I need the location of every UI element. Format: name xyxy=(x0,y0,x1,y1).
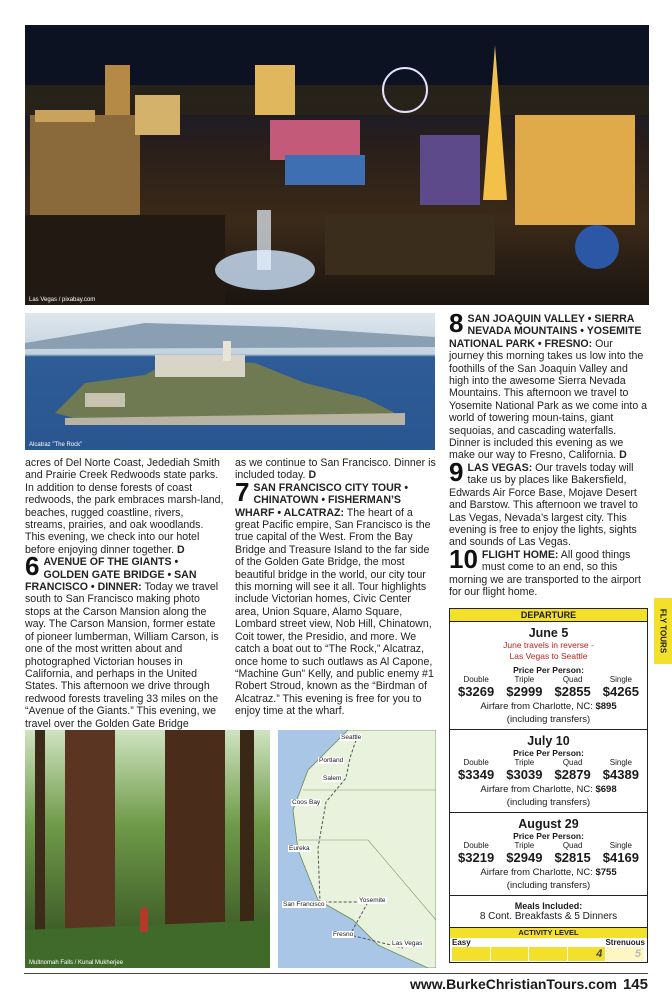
room-type: Single xyxy=(609,758,632,767)
photo-credit: Multnomah Falls / Kunal Mukherjee xyxy=(29,960,124,966)
paragraph: acres of Del Norte Coast, Jedediah Smith and Prairie Creek Redwoods state parks. In addition to dense forests of coast redwoods, the park embraces marsh-land, beaches, rugged coastline, rivers, streams, prairies, and oak woodlands. This evening, we check into our hotel before enjoying dinner together. xyxy=(25,457,224,556)
paragraph: as we continue to San Francisco. Dinner is included today. xyxy=(235,457,436,482)
activity-strenuous: Strenuous xyxy=(605,938,645,947)
section-tab-label: FLY TOURS xyxy=(658,608,668,654)
day-heading: LAS VEGAS: xyxy=(467,461,533,474)
paragraph: All good things must come to an end, so this morning we are transported to the airport for our flight home. xyxy=(449,548,641,598)
day-heading: FLIGHT HOME: xyxy=(481,548,559,561)
activity-easy: Easy xyxy=(452,938,471,947)
paragraph: Today we travel south to San Francisco making photo stops at the Carson Mansion along the way. The Carson Mansion, former estate of pioneer lumberman, William Carson, is one of the most written about and photographed Victorian houses in California, and perhaps in the United States. This afternoon we drive through redwood forests traveling 33 miles on the “Avenue of the Giants.” This evening, we travel over the Golden Gate Bridge xyxy=(25,581,219,730)
departure-date: June 5 xyxy=(528,626,569,640)
activity-segment xyxy=(491,947,530,961)
map-label: San Francisco xyxy=(283,901,325,908)
room-type: Single xyxy=(609,675,632,684)
paragraph: Our journey this morning takes us low into the foothills of the San Joaquin Valley and high into the awesome Sierra Nevada Mountains. This afternoon we travel to Yosemite National Park as we come into a world of towering moun-tains, giant sequoias, and cascading waterfalls. Dinner is included this evening as we make our way to Fresno, California. xyxy=(449,337,648,462)
room-type: Quad xyxy=(562,675,583,684)
map-label: Yosemite xyxy=(359,897,386,904)
room-type: Triple xyxy=(514,841,535,850)
day-number: 7 xyxy=(235,476,250,507)
airfare xyxy=(452,867,645,878)
redwood-photo xyxy=(25,730,270,968)
price: $2855 xyxy=(554,684,591,699)
room-type: Triple xyxy=(514,758,535,767)
activity-segment-current: 4 xyxy=(568,947,607,961)
footer-divider xyxy=(24,973,648,974)
meals-included xyxy=(450,896,647,928)
airfare xyxy=(452,784,645,795)
day-number: 9 xyxy=(449,456,464,487)
price: $4169 xyxy=(602,850,639,865)
itinerary-column-1 xyxy=(25,457,225,730)
price: $2949 xyxy=(506,850,543,865)
room-type: Quad xyxy=(562,758,583,767)
airfare-label: Airfare from Charlotte, NC: xyxy=(480,867,593,878)
map-label: Seattle xyxy=(341,734,362,741)
map-label: Eureka xyxy=(289,845,310,852)
room-type: Double xyxy=(463,841,489,850)
footer-url: www.BurkeChristianTours.com xyxy=(410,976,617,992)
activity-bar xyxy=(452,947,645,961)
paragraph: Our travels today will take us by places like Bakersfield, Edwards Air Force Base, Mojave Desert and Barstow. This afternoon we travel to Las Vegas, Nevada’s largest city. This evening is free to enjoy the lights, sights and sounds of Las Vegas. xyxy=(449,461,638,549)
photo-credit: Las Vegas / pixabay.com xyxy=(29,297,96,303)
map-label: Las Vegas xyxy=(392,940,423,947)
price: $3219 xyxy=(458,850,495,865)
meal-code: D xyxy=(308,469,317,482)
route-map xyxy=(278,730,436,968)
activity-segment xyxy=(452,947,491,961)
room-type: Double xyxy=(463,758,489,767)
room-type: Triple xyxy=(514,675,535,684)
airfare-note: (including transfers) xyxy=(506,714,591,725)
room-type: Quad xyxy=(562,841,583,850)
price-per-person-label: Price Per Person: xyxy=(513,831,584,841)
paragraph: The heart of a great Pacific empire, San Francisco is the true capital of the West. From the Bay Bridge and Treasure Island to the far side of the Golden Gate Bridge, the most beautiful bridge in the world, our city tour this morning will see it all. Tour highlights include Victorian homes, Civic Center area, Union Square, Alamo Square, Lombard street view, Nob Hill, Chinatown, Coit tower, the Presidio, and more. We catch a boat out to “The Rock,” Alcatraz, once home to such outlaws as Al Capone, “Machine Gun” Kelly, and public enemy #1 Robert Stroud, known as the “Birdman of Alcatraz.” This evening is free for you to enjoy time at the wharf. xyxy=(235,506,434,718)
activity-segment xyxy=(529,947,568,961)
airfare-note: (including transfers) xyxy=(506,880,591,891)
activity-title: ACTIVITY LEVEL xyxy=(450,928,647,938)
map-label: Coos Bay xyxy=(292,799,321,806)
activity-level xyxy=(450,928,647,961)
airfare-price: $698 xyxy=(595,784,617,795)
room-type: Single xyxy=(609,841,632,850)
departure-header: DEPARTURE xyxy=(450,609,647,622)
day-heading: SAN JOAQUIN VALLEY • SIERRA NEVADA MOUNTAINS • YOSEMITE NATIONAL PARK • FRESNO: xyxy=(449,313,642,350)
activity-segment-max: 5 xyxy=(606,947,645,961)
alcatraz-photo xyxy=(25,313,435,450)
airfare-price: $755 xyxy=(595,867,617,878)
departure-date: August 29 xyxy=(518,817,579,831)
departure-section xyxy=(450,730,647,813)
price: $2879 xyxy=(554,767,591,782)
airfare-price: $895 xyxy=(595,701,617,712)
departure-box xyxy=(449,608,648,963)
price: $2815 xyxy=(554,850,591,865)
airfare xyxy=(452,701,645,712)
price: $3269 xyxy=(458,684,495,699)
price-per-person-label: Price Per Person: xyxy=(513,665,584,675)
day-heading: AVENUE OF THE GIANTS • GOLDEN GATE BRIDGE • SAN FRANCISCO • DINNER: xyxy=(25,556,197,594)
itinerary-column-2 xyxy=(235,457,437,722)
photo-credit: Alcatraz "The Rock" xyxy=(29,442,83,448)
map-label: Fresno xyxy=(333,931,354,938)
map-label: Portland xyxy=(319,757,344,764)
footer xyxy=(410,976,648,993)
meals-title: Meals Included: xyxy=(514,901,583,911)
departure-section xyxy=(450,622,647,730)
price: $3039 xyxy=(506,767,543,782)
airfare-note: (including transfers) xyxy=(506,797,591,808)
price: $2999 xyxy=(506,684,543,699)
price: $3349 xyxy=(458,767,495,782)
day-number: 10 xyxy=(449,543,478,574)
price: $4265 xyxy=(602,684,639,699)
meal-code: D xyxy=(176,543,185,556)
airfare-label: Airfare from Charlotte, NC: xyxy=(480,784,593,795)
day-number: 6 xyxy=(25,551,40,582)
section-tab xyxy=(654,598,672,664)
departure-section xyxy=(450,813,647,896)
departure-date: July 10 xyxy=(527,734,570,748)
map-label: Salem xyxy=(323,775,342,782)
meals-value: 8 Cont. Breakfasts & 5 Dinners xyxy=(479,911,618,922)
day-heading: SAN FRANCISCO CITY TOUR • CHINATOWN • FISHERMAN’S WHARF • ALCATRAZ: xyxy=(235,481,409,519)
price-per-person-label: Price Per Person: xyxy=(513,748,584,758)
departure-note: June travels in reverse - xyxy=(503,640,594,650)
las-vegas-photo xyxy=(25,25,649,305)
airfare-label: Airfare from Charlotte, NC: xyxy=(480,701,593,712)
departure-note: Las Vegas to Seattle xyxy=(509,651,588,661)
page-number: 145 xyxy=(622,976,648,993)
room-type: Double xyxy=(463,675,489,684)
price: $4389 xyxy=(602,767,639,782)
meal-code: D xyxy=(619,449,627,462)
itinerary-column-3 xyxy=(449,308,649,603)
day-number: 8 xyxy=(449,308,464,338)
